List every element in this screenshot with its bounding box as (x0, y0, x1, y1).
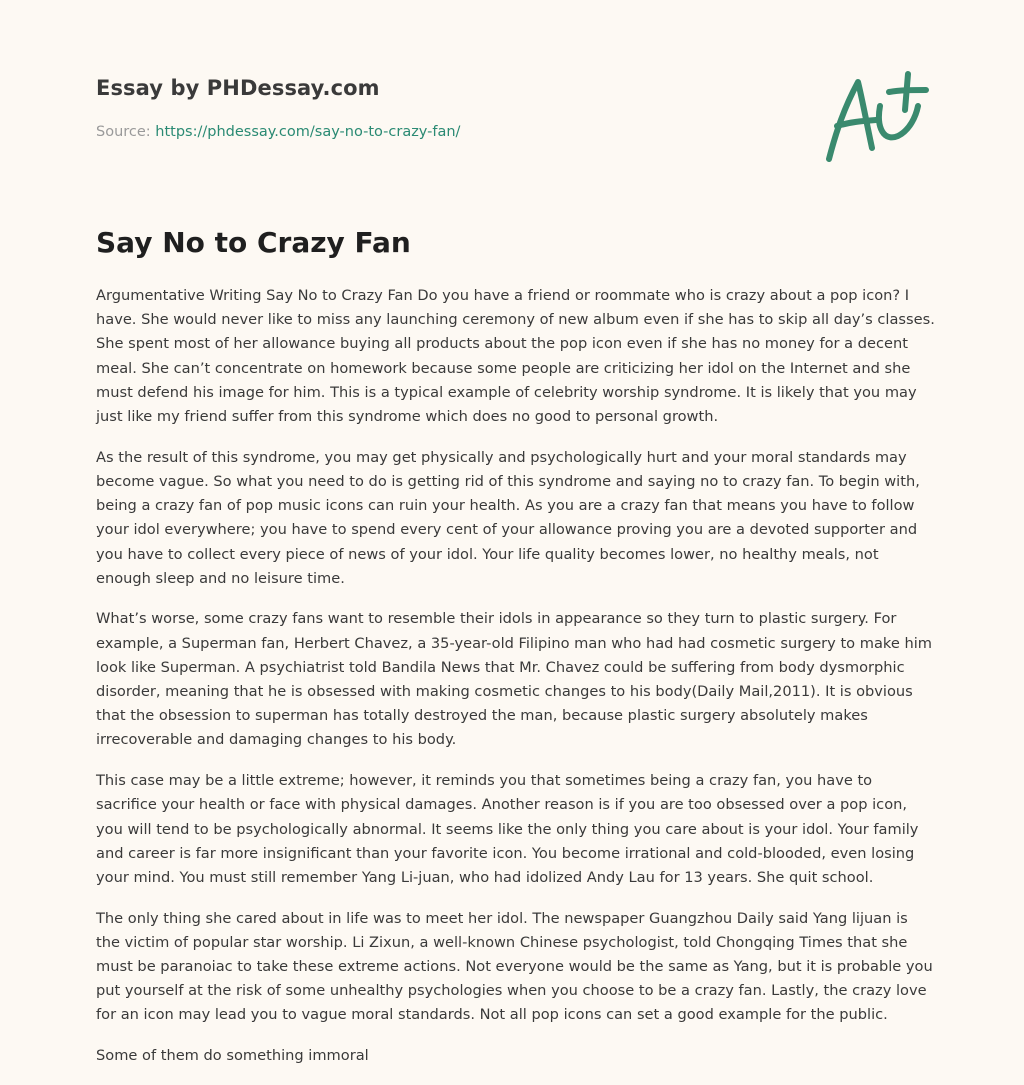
site-title: Essay by PHDessay.com (96, 76, 380, 100)
source-link[interactable]: https://phdessay.com/say-no-to-crazy-fan/ (155, 124, 461, 140)
essay-paragraph: As the result of this syndrome, you may get physically and psychologically hurt and your moral standards may become vague. So what you need to do is getting rid of this syndrome and saying no to crazy fan. To begin with, being a crazy fan of pop music icons can ruin your health. As you are a crazy fan that means you have to follow your idol everywhere; you have to spend every cent of your allowance proving you are a devoted supporter and you have to collect every piece of news of your idol. Your life quality becomes lower, no healthy meals, not enough sleep and no leisure time. (96, 448, 920, 587)
essay-paragraph: Some of them do something immoral (96, 1047, 369, 1065)
source-line (96, 124, 460, 140)
source-label: Source: (96, 124, 151, 140)
essay-body (96, 284, 936, 1085)
essay-title: Say No to Crazy Fan (96, 226, 411, 259)
essay-paragraph: The only thing she cared about in life was to meet her idol. The newspaper Guangzhou Daily said Yang lijuan is the victim of popular star worship. Li Zixun, a well-known Chinese psychologist, told Chongqing Times that she must be paranoiac to take these extreme actions. Not everyone would be the same as Yang, but it is probable you put yourself at the risk of some unhealthy psychologies when you choose to be a crazy fan. Lastly, the crazy love for an icon may lead you to vague moral standards. Not all pop icons can set a good example for the public. (96, 909, 933, 1024)
essay-paragraph: This case may be a little extreme; however, it reminds you that sometimes being a crazy fan, you have to sacrifice your health or face with physical damages. Another reason is if you are too obsessed over a pop icon, you will tend to be psychologically abnormal. It seems like the only thing you care about is your idol. Your family and career is far more insignificant than your favorite icon. You become irrational and cold-blooded, even losing your mind. You must still remember Yang Li-juan, who had idolized Andy Lau for 13 years. She quit school. (96, 772, 919, 886)
essay-paragraph: What’s worse, some crazy fans want to resemble their idols in appearance so they turn to plastic surgery. For example, a Superman fan, Herbert Chavez, a 35-year-old Filipino man who had had cosmetic surgery to make him look like Superman. A psychiatrist told Bandila News that Mr. Chavez could be suffering from body dysmorphic disorder, meaning that he is obsessed with making cosmetic changes to his body(Daily Mail,2011). It is obvious that the obsession to superman has totally destroyed the man, because plastic surgery absolutely makes irrecoverable and damaging changes to his body. (96, 610, 932, 749)
essay-paragraph: Argumentative Writing Say No to Crazy Fan Do you have a friend or roommate who is crazy about a pop icon? I have. She would never like to miss any launching ceremony of new album even if she has to skip all day’s classes. She spent most of her allowance buying all products about the pop icon even if she has no money for a decent meal. She can’t concentrate on homework because some people are criticizing her idol on the Internet and she must defend his image for him. This is a typical example of celebrity worship syndrome. It is likely that you may just like my friend suffer from this syndrome which does no good to personal growth. (96, 287, 935, 426)
a-plus-icon (822, 70, 932, 166)
